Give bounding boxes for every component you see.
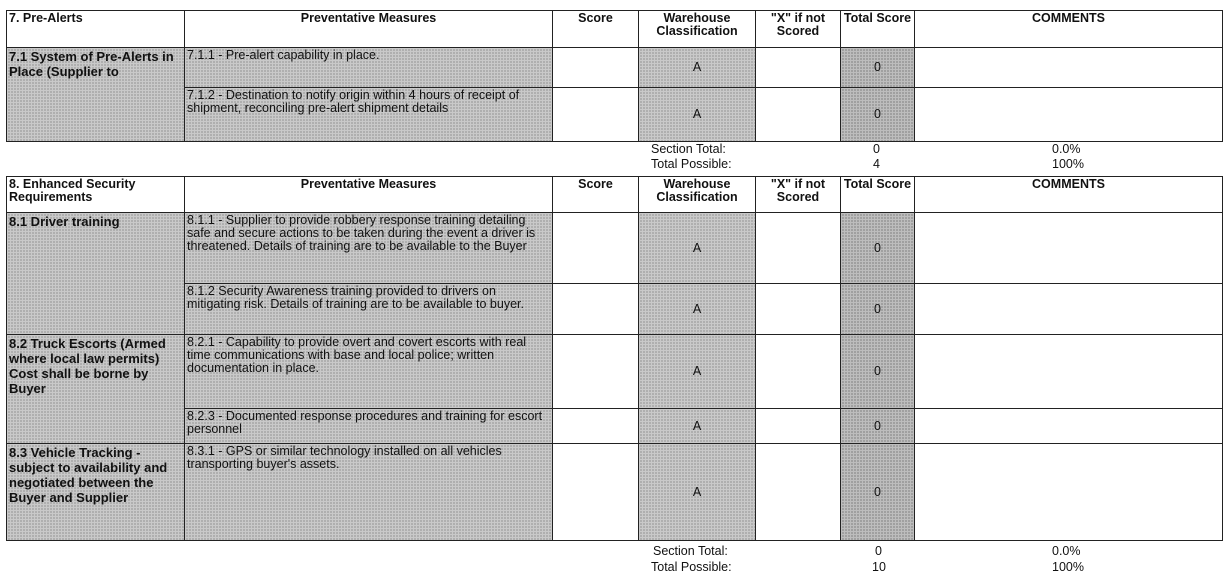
total-score-cell: 0 — [841, 213, 915, 284]
measures-header: Preventative Measures — [185, 177, 553, 213]
x-not-scored-header: "X" if not Scored — [756, 11, 841, 48]
total-possible-value: 10 — [872, 560, 886, 574]
total-possible-percent: 100% — [1052, 560, 1084, 574]
total-score-cell: 0 — [841, 409, 915, 444]
classification-cell: A — [639, 335, 756, 409]
table-row — [7, 213, 1223, 284]
comments-cell[interactable] — [915, 444, 1223, 541]
x-not-scored-cell[interactable] — [756, 213, 841, 284]
table-row — [7, 409, 1223, 444]
table-row — [7, 284, 1223, 335]
comments-cell[interactable] — [915, 284, 1223, 335]
table-row — [7, 444, 1223, 541]
total-possible-label: Total Possible: — [651, 157, 732, 171]
classification-cell: A — [639, 213, 756, 284]
requirement-cell: 8.2 Truck Escorts (Armed where local law permits) Cost shall be borne by Buyer — [7, 335, 185, 444]
comments-cell[interactable] — [915, 409, 1223, 444]
classification-cell: A — [639, 88, 756, 142]
total-score-header: Total Score — [841, 11, 915, 48]
classification-cell: A — [639, 409, 756, 444]
classification-cell: A — [639, 444, 756, 541]
section-8-header-row — [7, 177, 1223, 213]
section-8-summary — [0, 544, 1230, 576]
total-possible-percent: 100% — [1052, 157, 1084, 171]
requirement-cell: 7.1 System of Pre-Alerts in Place (Supplier to — [7, 48, 185, 142]
comments-cell[interactable] — [915, 88, 1223, 142]
section-total-percent: 0.0% — [1052, 544, 1081, 558]
total-possible-label: Total Possible: — [651, 560, 732, 574]
score-cell[interactable] — [553, 48, 639, 88]
score-cell[interactable] — [553, 409, 639, 444]
measure-cell: 8.1.1 - Supplier to provide robbery response training detailing safe and secure actions to be taken during the event a driver is threatened. Details of training are to be available to the Buyer — [185, 213, 553, 284]
measure-cell: 8.3.1 - GPS or similar technology installed on all vehicles transporting buyer's assets. — [185, 444, 553, 541]
total-score-cell: 0 — [841, 284, 915, 335]
measures-header: Preventative Measures — [185, 11, 553, 48]
section-total-percent: 0.0% — [1052, 142, 1081, 156]
section-7-header-row — [7, 11, 1223, 48]
comments-cell[interactable] — [915, 335, 1223, 409]
total-score-cell: 0 — [841, 88, 915, 142]
table-row — [7, 88, 1223, 142]
warehouse-classification-header: Warehouse Classification — [639, 177, 756, 213]
section-7-table — [6, 10, 1223, 142]
x-not-scored-cell[interactable] — [756, 48, 841, 88]
classification-cell: A — [639, 284, 756, 335]
score-cell[interactable] — [553, 284, 639, 335]
total-score-header: Total Score — [841, 177, 915, 213]
table-row — [7, 335, 1223, 409]
section-8-title: 8. Enhanced Security Requirements — [7, 177, 185, 213]
requirement-cell: 8.3 Vehicle Tracking - subject to availability and negotiated between the Buyer and Supplier — [7, 444, 185, 541]
measure-cell: 8.2.1 - Capability to provide overt and covert escorts with real time communications with base and local police; written documentation in place. — [185, 335, 553, 409]
section-8-table — [6, 176, 1223, 541]
section-total-label: Section Total: — [651, 142, 726, 156]
total-possible-value: 4 — [873, 157, 880, 171]
score-cell[interactable] — [553, 213, 639, 284]
x-not-scored-cell[interactable] — [756, 284, 841, 335]
x-not-scored-cell[interactable] — [756, 335, 841, 409]
total-score-cell: 0 — [841, 444, 915, 541]
section-total-label: Section Total: — [653, 544, 728, 558]
x-not-scored-header: "X" if not Scored — [756, 177, 841, 213]
score-cell[interactable] — [553, 444, 639, 541]
table-row — [7, 48, 1223, 88]
comments-cell[interactable] — [915, 213, 1223, 284]
score-cell[interactable] — [553, 335, 639, 409]
warehouse-classification-header: Warehouse Classification — [639, 11, 756, 48]
total-score-cell: 0 — [841, 48, 915, 88]
x-not-scored-cell[interactable] — [756, 444, 841, 541]
x-not-scored-cell[interactable] — [756, 88, 841, 142]
x-not-scored-cell[interactable] — [756, 409, 841, 444]
section-total-value: 0 — [875, 544, 882, 558]
requirement-cell: 8.1 Driver training — [7, 213, 185, 335]
section-total-value: 0 — [873, 142, 880, 156]
total-score-cell: 0 — [841, 335, 915, 409]
measure-cell: 7.1.1 - Pre-alert capability in place. — [185, 48, 553, 88]
measure-cell: 7.1.2 - Destination to notify origin within 4 hours of receipt of shipment, reconciling pre-alert shipment details — [185, 88, 553, 142]
comments-cell[interactable] — [915, 48, 1223, 88]
comments-header: COMMENTS — [915, 177, 1223, 213]
score-header: Score — [553, 11, 639, 48]
score-cell[interactable] — [553, 88, 639, 142]
section-7-summary — [0, 142, 1230, 172]
score-header: Score — [553, 177, 639, 213]
section-7-title: 7. Pre-Alerts — [7, 11, 185, 48]
measure-cell: 8.1.2 Security Awareness training provided to drivers on mitigating risk. Details of training are to be available to buyer. — [185, 284, 553, 335]
measure-cell: 8.2.3 - Documented response procedures and training for escort personnel — [185, 409, 553, 444]
comments-header: COMMENTS — [915, 11, 1223, 48]
classification-cell: A — [639, 48, 756, 88]
